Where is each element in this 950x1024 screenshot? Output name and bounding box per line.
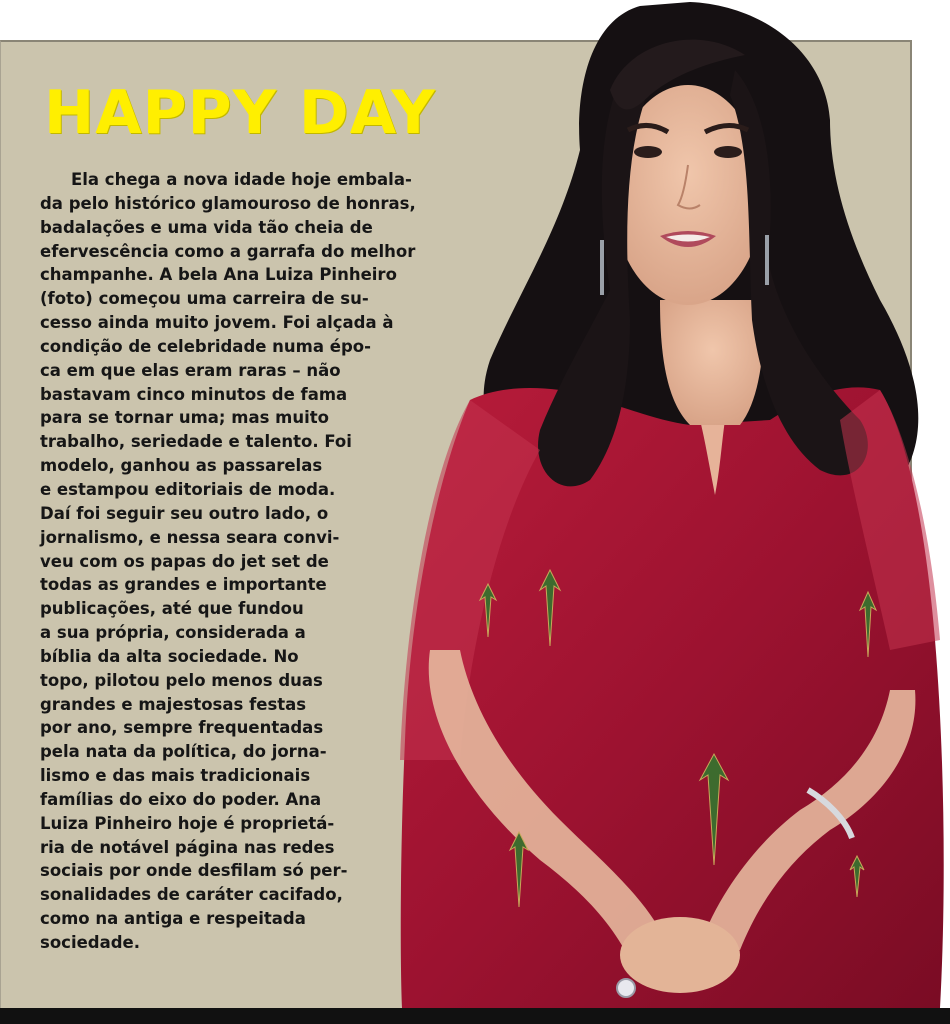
article-line: condição de celebridade numa épo- <box>40 336 371 356</box>
article-line: grandes e majestosas festas <box>40 694 307 714</box>
article-line: pela nata da política, do jorna- <box>40 742 327 762</box>
right-earring <box>765 235 769 285</box>
article-line: modelo, ganhou as passarelas <box>40 456 323 476</box>
article-line: Daí foi seguir seu outro lado, o <box>40 503 329 523</box>
article-line: bastavam cinco minutos de fama <box>40 384 348 404</box>
woman-photo-icon <box>398 0 950 1008</box>
right-eye <box>714 146 742 158</box>
article-line: lismo e das mais tradicionais <box>40 766 311 786</box>
article-line: trabalho, seriedade e talento. Foi <box>40 432 352 452</box>
article-line: sociais por onde desfilam só per- <box>40 861 348 881</box>
article-line: topo, pilotou pelo menos duas <box>40 670 323 690</box>
article-line: bíblia da alta sociedade. No <box>40 646 299 666</box>
article-line: Ela chega a nova idade hoje embala- <box>71 170 412 189</box>
article-line: cesso ainda muito jovem. Foi alçada à <box>40 313 394 333</box>
article-line: famílias do eixo do poder. Ana <box>40 789 322 809</box>
bottom-bar <box>0 1008 950 1024</box>
article-line: Luiza Pinheiro hoje é proprietá- <box>40 813 335 833</box>
ring-icon <box>617 979 635 997</box>
article-line: sociedade. <box>40 933 140 952</box>
article-line: (foto) começou uma carreira de su- <box>40 289 369 309</box>
article-line: da pelo histórico glamouroso de honras, <box>40 193 416 213</box>
article-line: publicações, até que fundou <box>40 599 304 619</box>
left-earring <box>600 240 604 295</box>
article-line: ria de notável página nas redes <box>40 837 335 857</box>
article-line: champanhe. A bela Ana Luiza Pinheiro <box>40 265 397 285</box>
article-line: sonalidades de caráter cacifado, <box>40 885 343 905</box>
article-line: como na antiga e respeitada <box>40 909 306 929</box>
article-line: veu com os papas do jet set de <box>40 551 329 571</box>
article-line: jornalismo, e nessa seara convi- <box>40 527 340 547</box>
article-line: badalações e uma vida tão cheia de <box>40 217 373 237</box>
hands <box>620 917 740 993</box>
article-line: ca em que elas eram raras – não <box>40 360 341 380</box>
article-line: para se tornar uma; mas muito <box>40 408 329 428</box>
article-line: por ano, sempre frequentadas <box>40 718 324 738</box>
article-line: e estampou editoriais de moda. <box>40 479 336 499</box>
article-line: todas as grandes e importante <box>40 575 327 595</box>
left-eye <box>634 146 662 158</box>
article-line: a sua própria, considerada a <box>40 623 306 643</box>
headline: HAPPY DAY <box>44 78 436 148</box>
article-line: efervescência como a garrafa do melhor <box>40 241 416 261</box>
